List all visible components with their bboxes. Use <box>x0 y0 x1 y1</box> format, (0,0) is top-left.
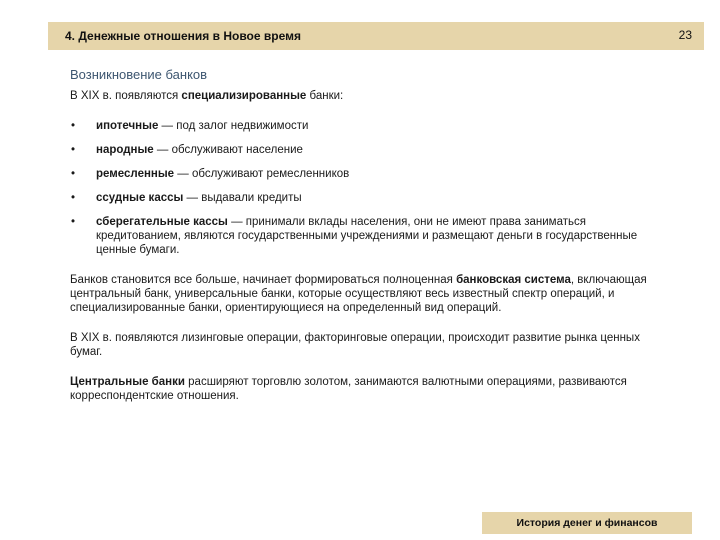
footer-bar <box>482 512 692 534</box>
intro-suffix: банки: <box>306 90 344 102</box>
bullet-icon: • <box>71 168 76 180</box>
list-item-term: ипотечные <box>96 120 159 132</box>
list-item-term: народные <box>96 144 154 156</box>
list-item-term: ссудные кассы <box>96 192 184 204</box>
paragraph-text: Банков становится все больше, начинает формироваться полноценная <box>70 274 457 286</box>
bullet-icon: • <box>71 192 76 204</box>
list-item-text: — обслуживают ремесленников <box>174 168 350 180</box>
slide-content <box>70 89 650 403</box>
paragraph-bold: Центральные банки <box>70 376 185 388</box>
list-item <box>70 215 650 257</box>
intro-bold: специализированные <box>181 90 307 102</box>
banking-system-paragraph <box>70 273 650 315</box>
list-item <box>70 191 650 205</box>
central-banks-paragraph <box>70 375 650 403</box>
list-item-term: сберегательные кассы <box>96 216 228 228</box>
section-subtitle: Возникновение банков <box>70 67 208 82</box>
bullet-icon: • <box>71 120 76 132</box>
bullet-icon: • <box>71 144 76 156</box>
slide-title: 4. Денежные отношения в Новое время <box>65 29 301 43</box>
leasing-paragraph: В XIX в. появляются лизинговые операции, факторинговые операции, происходит развитие рынка ценных бумаг. <box>70 332 640 358</box>
paragraph-text: расширяют торговлю золотом, занимаются валютными операциями, развиваются корреспондентские отношения. <box>70 376 627 402</box>
list-item <box>70 119 650 133</box>
list-item-text: — под залог недвижимости <box>158 120 309 132</box>
list-item-text: — принимали вклады населения, они не имеют права заниматься кредитованием, являются государственными учреждениями и размещают деньги в государственные ценные бумаги. <box>96 216 638 256</box>
bank-types-list <box>70 119 650 257</box>
intro-line <box>70 89 650 103</box>
paragraph-bold: банковская система <box>456 274 571 286</box>
intro-prefix: В XIX в. появляются <box>70 90 182 102</box>
footer-label: История денег и финансов <box>516 517 658 529</box>
list-item-text: — выдавали кредиты <box>183 192 302 204</box>
paragraph-text: , включающая центральный банк, универсальные банки, которые осуществляют весь известный спектр операций, и специализированные банки, ориентирующиеся на определенный вид операций. <box>70 274 647 314</box>
list-item-text: — обслуживают население <box>153 144 303 156</box>
header-bar <box>48 22 704 50</box>
list-item-term: ремесленные <box>96 168 175 180</box>
bullet-icon: • <box>71 216 76 228</box>
page-number: 23 <box>678 28 692 42</box>
list-item <box>70 143 650 157</box>
list-item <box>70 167 650 181</box>
